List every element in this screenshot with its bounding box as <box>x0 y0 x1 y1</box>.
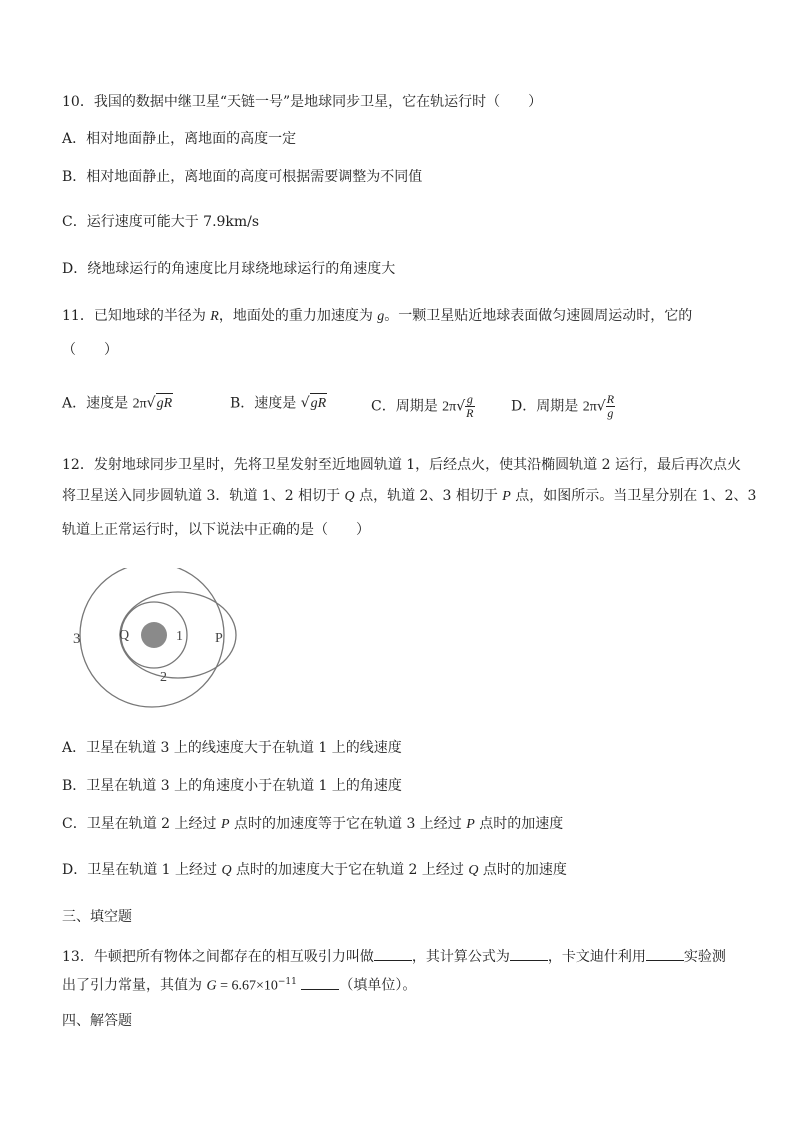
label-p: P <box>215 631 223 646</box>
q12-text: 点时的加速度大于它在轨道 2 上经过 <box>231 862 469 878</box>
radicand: gR <box>310 393 328 414</box>
q10-option-d: D．绕地球运行的角速度比月球绕地球运行的角速度大 <box>62 261 396 277</box>
fraction <box>606 393 615 420</box>
q12-text: C．卫星在轨道 2 上经过 <box>62 816 221 832</box>
q11-option-a <box>62 393 173 415</box>
q12-option-d <box>62 860 567 881</box>
q11-option-b <box>230 393 327 414</box>
q10-option-a: A．相对地面静止，离地面的高度一定 <box>62 131 297 147</box>
q11-option-c <box>371 393 475 420</box>
q11-stem-text: 。一颗卫星贴近地球表面做匀速圆周运动时，它的 <box>384 308 693 324</box>
q13-text: ，卡文迪什利用 <box>547 949 646 965</box>
q12-text: 点，轨道 2、3 相切于 <box>354 488 503 504</box>
q13-text: 出了引力常量，其值为 <box>62 977 207 994</box>
numerator: R <box>606 392 615 406</box>
earth-disk <box>141 622 167 648</box>
q13-text: （填单位）。 <box>339 977 417 994</box>
q11-stem <box>62 306 692 327</box>
label-2: 2 <box>160 670 167 685</box>
numerator: g <box>466 392 473 406</box>
coefficient: 2π <box>442 399 457 415</box>
q12-text: 点时的加速度等于它在轨道 3 上经过 <box>229 816 467 832</box>
q12-text: 点时的加速度 <box>478 862 567 878</box>
q12-text: D．卫星在轨道 1 上经过 <box>62 862 222 878</box>
q12-text: 将卫星送入同步圆轨道 3．轨道 1、2 相切于 <box>62 488 345 504</box>
q12-stem-line3: 轨道上正常运行时，以下说法中正确的是（ ） <box>62 522 370 538</box>
sqrt-sign: √ <box>456 398 466 415</box>
option-label: C．周期是 <box>371 398 443 415</box>
var-r: R <box>210 309 219 324</box>
q13-text: 实验测 <box>683 949 726 965</box>
radicand: gR <box>156 393 174 414</box>
q12-option-a: A．卫星在轨道 3 上的线速度大于在轨道 1 上的线速度 <box>62 740 402 756</box>
q11-stem-text: ，地面处的重力加速度为 <box>218 308 378 324</box>
option-label: D．周期是 <box>511 398 583 415</box>
var-g: g <box>377 309 385 324</box>
var-q: Q <box>344 489 355 504</box>
label-3: 3 <box>73 631 81 647</box>
sqrt-sign: √ <box>596 398 606 415</box>
coefficient: 2π <box>132 396 147 412</box>
option-label: B．速度是 <box>230 395 301 412</box>
var-p: P <box>466 817 475 832</box>
answer-blank[interactable] <box>646 946 684 961</box>
q12-stem-line2 <box>62 486 756 507</box>
q13-line1 <box>62 946 726 967</box>
section-heading-answer: 四、解答题 <box>62 1013 132 1029</box>
q12-option-b: B．卫星在轨道 3 上的角速度小于在轨道 1 上的角速度 <box>62 778 402 794</box>
q10-option-c: C．运行速度可能大于 7.9km/s <box>62 214 260 230</box>
denominator: g <box>607 406 614 420</box>
sqrt-sign: √gR <box>301 393 327 414</box>
sqrt-sign: √gR <box>147 393 173 414</box>
q10-option-b: B．相对地面静止，离地面的高度可根据需要调整为不同值 <box>62 169 423 185</box>
orbit-diagram <box>64 568 244 728</box>
q13-text: ，其计算公式为 <box>411 949 510 965</box>
q10-stem: 10．我国的数据中继卫星“天链一号”是地球同步卫星，它在轨运行时（ ） <box>62 94 543 110</box>
var-G: G <box>206 978 217 994</box>
var-p: P <box>502 489 511 504</box>
answer-blank[interactable] <box>374 946 412 961</box>
constant-exponent: −11 <box>277 977 297 987</box>
q12-text: 点，如图所示。当卫星分别在 1、2、3 <box>510 488 757 504</box>
var-p: P <box>220 817 230 832</box>
label-q: Q <box>119 628 130 643</box>
coefficient: 2π <box>582 399 597 415</box>
fraction <box>465 393 474 420</box>
answer-blank[interactable] <box>510 946 548 961</box>
q12-option-c <box>62 814 563 835</box>
option-label: A．速度是 <box>62 395 133 412</box>
q13-text: 13．牛顿把所有物体之间都存在的相互吸引力叫做 <box>62 949 374 965</box>
q11-answer-paren: （ ） <box>62 342 118 358</box>
constant-value: = 6.67×10 <box>216 978 278 994</box>
label-1: 1 <box>176 629 183 644</box>
var-q: Q <box>468 863 479 878</box>
q11-option-d <box>511 393 615 420</box>
section-heading-fill-in: 三、填空题 <box>62 909 132 925</box>
q11-stem-text: 11．已知地球的半径为 <box>62 308 211 324</box>
q13-line2 <box>62 972 416 997</box>
q12-stem-line1: 12．发射地球同步卫星时，先将卫星发射至近地圆轨道 1，后经点火，使其沿椭圆轨道 2 运行，最后再次点火 <box>62 457 741 473</box>
denominator: R <box>466 406 474 420</box>
q12-text: 点时的加速度 <box>474 816 564 832</box>
answer-blank[interactable] <box>301 975 339 990</box>
var-q: Q <box>221 863 232 878</box>
